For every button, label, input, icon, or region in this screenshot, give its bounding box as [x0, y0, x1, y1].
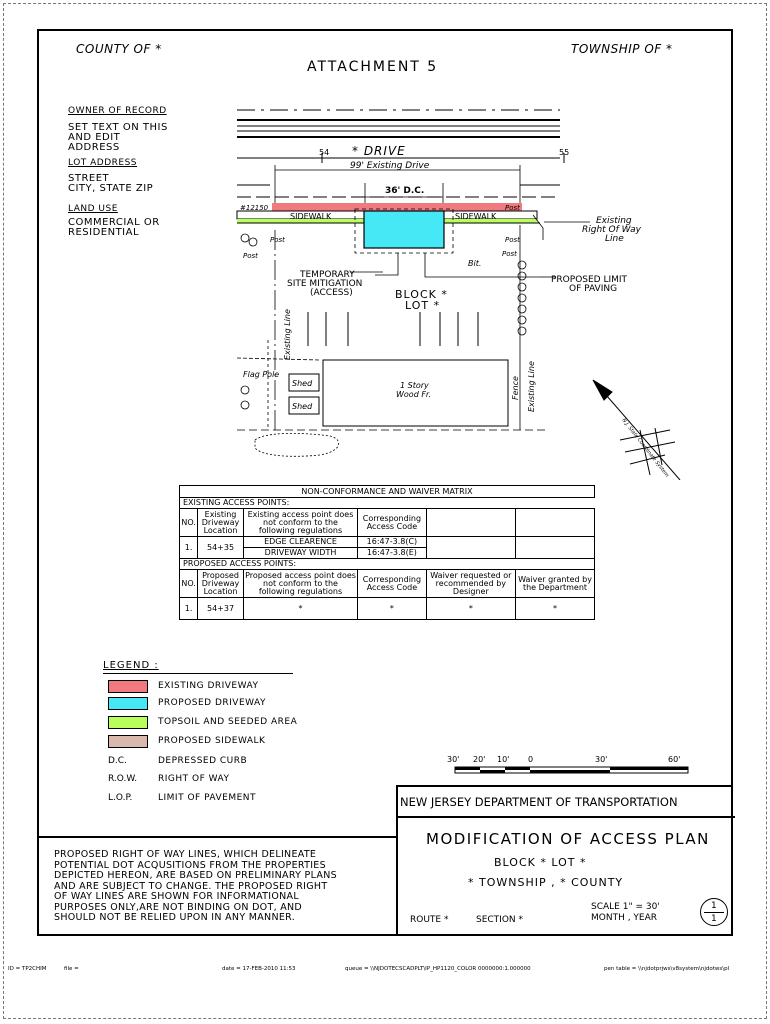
limit-line-2: OF PAVING [569, 284, 618, 294]
plan-block-label: BLOCK * [395, 288, 448, 301]
temp-site-line-1: TEMPORARY [300, 270, 355, 280]
sheet-number-circle [700, 898, 728, 926]
north-arrow [593, 380, 680, 480]
abbr-key: R.O.W. [108, 774, 138, 784]
county-label: COUNTY OF * [76, 42, 162, 56]
station-54: 54 [319, 148, 330, 157]
existing-row-code-2: 16:47-3.8(E) [358, 548, 427, 559]
proposed-header: PROPOSED ACCESS POINTS: [180, 559, 595, 570]
waiver-matrix [179, 485, 595, 620]
north-arrow-label: N.J. State Coordinate System [620, 417, 670, 479]
col-existing-location: Existing Driveway Location [198, 509, 244, 537]
post-label-5: Post [502, 250, 517, 258]
col-proposed-no: NO. [180, 570, 198, 598]
legend-swatch-existing [108, 680, 148, 693]
proposed-row-reg: * [243, 598, 357, 620]
footer-id: ID = TP2CHIM [8, 966, 47, 972]
fence-label: Fence [511, 376, 520, 400]
proposed-row-code: * [358, 598, 427, 620]
disclaimer-line: OF WAY LINES ARE SHOWN FOR INFORMATIONAL [54, 891, 299, 902]
matrix-title: NON-CONFORMANCE AND WAIVER MATRIX [180, 486, 595, 498]
abbr-label: LIMIT OF PAVEMENT [158, 793, 257, 803]
existing-line-label: Existing Line [283, 309, 292, 360]
temp-site-line-2: SITE MITIGATION [287, 279, 363, 289]
shed-label-1: Shed [292, 379, 313, 388]
footer-file: file = [64, 966, 79, 972]
sheet-total: 1 [711, 914, 717, 924]
col-no: NO. [180, 509, 198, 537]
dc-label: 36' D.C. [385, 186, 425, 196]
row-line-2: Right Of Way [582, 225, 641, 235]
col-proposed-location: Proposed Driveway Location [198, 570, 244, 598]
proposed-row-no: 1. [180, 598, 198, 620]
page-title: ATTACHMENT 5 [307, 59, 439, 75]
plan-title: MODIFICATION OF ACCESS PLAN [426, 830, 710, 848]
date-label: MONTH , YEAR [591, 913, 658, 923]
scale-tick-label: 60' [668, 755, 681, 764]
temp-site-line-3: (ACCESS) [310, 288, 353, 298]
legend-swatch-sidewalk [108, 735, 148, 748]
township-label: TOWNSHIP OF * [571, 42, 673, 56]
tag-label: #12150 [240, 204, 269, 212]
post-label-4: Post [505, 236, 520, 244]
proposed-row-requested: * [426, 598, 515, 620]
existing-drive-label: 99' Existing Drive [350, 161, 430, 171]
col-waiver-granted: Waiver granted by the Department [516, 570, 595, 598]
lot-label: LOT ADDRESS [68, 158, 138, 168]
legend-swatch-proposed [108, 697, 148, 710]
owner-line-3: ADDRESS [68, 142, 120, 153]
post-label-1: Post [505, 204, 520, 212]
disclaimer-line: PURPOSES ONLY,ARE NOT BINDING ON DOT, AND [54, 901, 303, 913]
road-name: * DRIVE [352, 144, 406, 158]
title-block [396, 785, 733, 936]
existing-row-reg-2: DRIVEWAY WIDTH [243, 548, 357, 559]
disclaimer-box [37, 836, 397, 936]
owner-line-1: SET TEXT ON THIS [68, 122, 168, 133]
post-label-3: Post [243, 252, 258, 260]
hedge [255, 433, 339, 456]
col-existing-code: Corresponding Access Code [358, 509, 427, 537]
disclaimer-line: PROPOSED RIGHT OF WAY LINES, WHICH DELINEATE [54, 849, 317, 860]
sidewalk-right-label: SIDEWALK [455, 212, 497, 221]
parking-stalls [308, 312, 478, 346]
abbr-key: D.C. [108, 756, 127, 766]
disclaimer-line: DEPICTED HEREON, ARE BASED ON PRELIMINARY PLANS [54, 870, 337, 881]
scale-bar [440, 752, 700, 778]
title-township-county: * TOWNSHIP , * COUNTY [468, 876, 624, 889]
title-block-lot: BLOCK * LOT * [494, 856, 587, 869]
row-line-3: Line [605, 234, 624, 244]
row-line-1: Existing [596, 216, 632, 226]
existing-row-reg-1: EDGE CLEARENCE [243, 537, 357, 548]
post-label-2: Post [270, 236, 285, 244]
abbr-label: DEPRESSED CURB [158, 756, 248, 766]
section-label: SECTION * [476, 915, 524, 925]
existing-row-code-1: 16:47-3.8(C) [358, 537, 427, 548]
plan-lot-label: LOT * [405, 299, 441, 312]
scale-tick-label: 30' [447, 755, 460, 764]
disclaimer-line: AND ARE SUBJECT TO CHANGE. THE PROPOSED RIGHT [54, 880, 328, 892]
proposed-row-granted: * [516, 598, 595, 620]
disclaimer-text [54, 850, 337, 924]
land-label: LAND USE [68, 204, 118, 214]
disclaimer-line: SHOULD NOT BE RELIED UPON IN ANY MANNER. [54, 912, 296, 923]
shed-label-2: Shed [292, 402, 313, 411]
lot-line-2: CITY, STATE ZIP [68, 183, 154, 194]
legend-label: PROPOSED SIDEWALK [158, 736, 266, 746]
existing-header: EXISTING ACCESS POINTS: [180, 498, 595, 509]
abbr-label: RIGHT OF WAY [158, 774, 230, 784]
proposed-driveway-area [364, 211, 444, 248]
col-waiver-requested: Waiver requested or recommended by Designer [426, 570, 515, 598]
building-line-2: Wood Fr. [396, 390, 432, 399]
limit-line-1: PROPOSED LIMIT [551, 275, 628, 285]
flag-pole-label: Flag Pole [243, 370, 280, 379]
scale-tick-label: 20' [473, 755, 486, 764]
footer-date: date = 17-FEB-2010 11:53 [222, 966, 296, 972]
legend-label: EXISTING DRIVEWAY [158, 681, 259, 691]
owner-label: OWNER OF RECORD [68, 106, 167, 116]
scale-tick-label: 0 [528, 755, 534, 764]
site-plan [0, 0, 770, 480]
bit-label: Bit. [468, 259, 482, 268]
lot-line-1: STREET [68, 173, 110, 184]
scale-tick-label: 10' [497, 755, 510, 764]
col-proposed-code: Corresponding Access Code [358, 570, 427, 598]
land-line-2: RESIDENTIAL [68, 227, 140, 238]
legend-swatch-topsoil [108, 716, 148, 729]
agency-name: NEW JERSEY DEPARTMENT OF TRANSPORTATION [400, 795, 678, 809]
abbr-key: L.O.P. [108, 793, 133, 803]
proposed-row-location: 54+37 [198, 598, 244, 620]
footer-pen-table: pen table = \\njdotprjws\v8system\njdotws\pl [604, 966, 730, 972]
route-label: ROUTE * [410, 915, 449, 925]
col-existing-regulation: Existing access point does not conform to the following regulations [243, 509, 357, 537]
legend-label: PROPOSED DRIVEWAY [158, 698, 267, 708]
owner-line-2: AND EDIT [68, 132, 121, 143]
existing-line-right-label: Existing Line [527, 361, 536, 412]
existing-row-location: 54+35 [198, 537, 244, 559]
sheet-number: 1 [711, 901, 717, 911]
building-line-1: 1 Story [400, 381, 429, 390]
footer-queue: queue = \\NJDOTECSCADPLT\IP_HP1120_COLOR 0000000:1.000000 [345, 966, 531, 972]
scale-label: SCALE 1" = 30' [591, 902, 660, 912]
land-line-1: COMMERCIAL OR [68, 217, 160, 228]
sidewalk-left-label: SIDEWALK [290, 212, 332, 221]
col-proposed-regulation: Proposed access point does not conform to the following regulations [245, 570, 356, 596]
existing-row-no: 1. [180, 537, 198, 559]
scale-tick-label: 30' [595, 755, 608, 764]
existing-driveway-area [272, 203, 522, 211]
legend-label: TOPSOIL AND SEEDED AREA [158, 717, 298, 727]
legend-title: LEGEND : [103, 660, 159, 671]
station-55: 55 [559, 148, 570, 157]
disclaimer-line: POTENTIAL DOT ACQUSITIONS FROM THE PROPERTIES [54, 859, 326, 871]
